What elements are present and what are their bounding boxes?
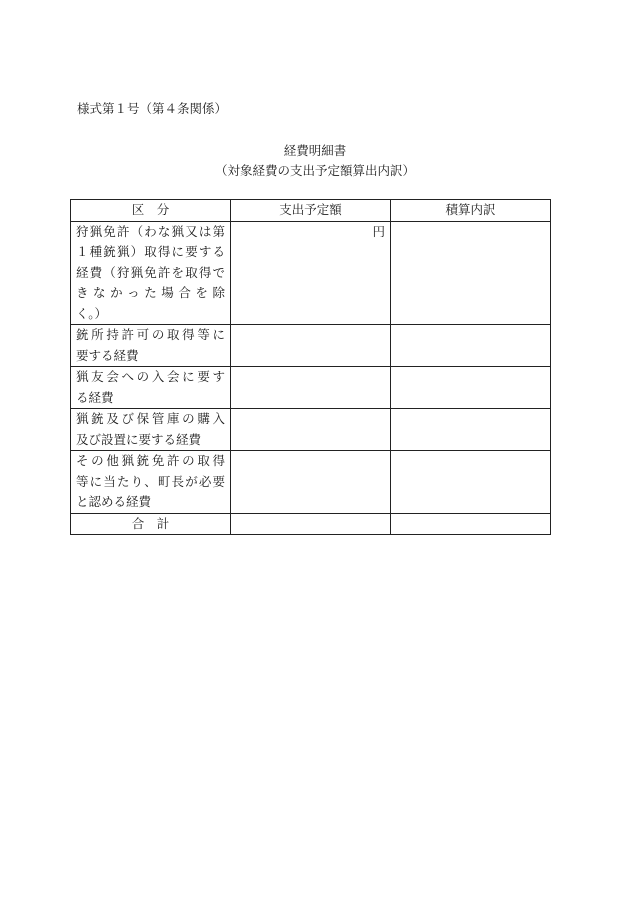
- row-amount: [231, 325, 391, 367]
- row-breakdown: [391, 409, 551, 451]
- row-category-line: る経費: [76, 389, 114, 405]
- table-total-row: [71, 513, 551, 535]
- row-amount: 円: [231, 221, 391, 325]
- table-row: [71, 367, 551, 409]
- row-category-line: 経費（狩猟免許を取得で: [76, 264, 225, 280]
- row-category-line: 猟友会への入会に要す: [76, 369, 225, 384]
- document-subtitle: （対象経費の支出予定額算出内訳）: [214, 163, 415, 178]
- row-category-line: と認める経費: [76, 494, 152, 509]
- row-category-line: 銃所持許可の取得等に: [76, 327, 225, 342]
- total-amount: [231, 513, 391, 535]
- row-category: [71, 221, 231, 325]
- row-category: [71, 409, 231, 451]
- form-number: 様式第１号（第４条関係）: [77, 101, 228, 116]
- row-category: [71, 451, 231, 514]
- row-category-line: 猟銃及び保管庫の購入: [76, 411, 225, 426]
- row-breakdown: [391, 325, 551, 367]
- table-row: [71, 325, 551, 367]
- row-category-line: その他猟銃免許の取得: [76, 453, 225, 468]
- row-breakdown: [391, 221, 551, 325]
- row-category-line: く。）: [76, 305, 108, 321]
- row-category-line: 及び設置に要する経費: [76, 431, 202, 447]
- document-title: 経費明細書: [283, 143, 347, 158]
- header-breakdown: 積算内訳: [391, 200, 551, 222]
- expense-table: [70, 199, 551, 535]
- row-amount: [231, 409, 391, 451]
- row-category-line: １種銃猟）取得に要する: [76, 244, 225, 259]
- row-category: [71, 367, 231, 409]
- table-row: [71, 451, 551, 514]
- row-amount: [231, 451, 391, 514]
- row-category-line: 等に当たり、町長が必要: [76, 473, 225, 489]
- row-category-line: き な か っ た 場 合 を 除: [76, 285, 225, 300]
- table-header-row: [71, 200, 551, 222]
- row-breakdown: [391, 367, 551, 409]
- total-label: 合 計: [71, 513, 231, 535]
- header-category: 区 分: [71, 200, 231, 222]
- row-breakdown: [391, 451, 551, 514]
- row-category-line: 狩猟免許（わな猟又は第: [76, 223, 225, 239]
- row-category: [71, 325, 231, 367]
- table-row: [71, 409, 551, 451]
- header-amount: 支出予定額: [231, 200, 391, 222]
- table-row: [71, 221, 551, 325]
- row-amount: [231, 367, 391, 409]
- total-breakdown: [391, 513, 551, 535]
- row-category-line: 要する経費: [76, 347, 139, 363]
